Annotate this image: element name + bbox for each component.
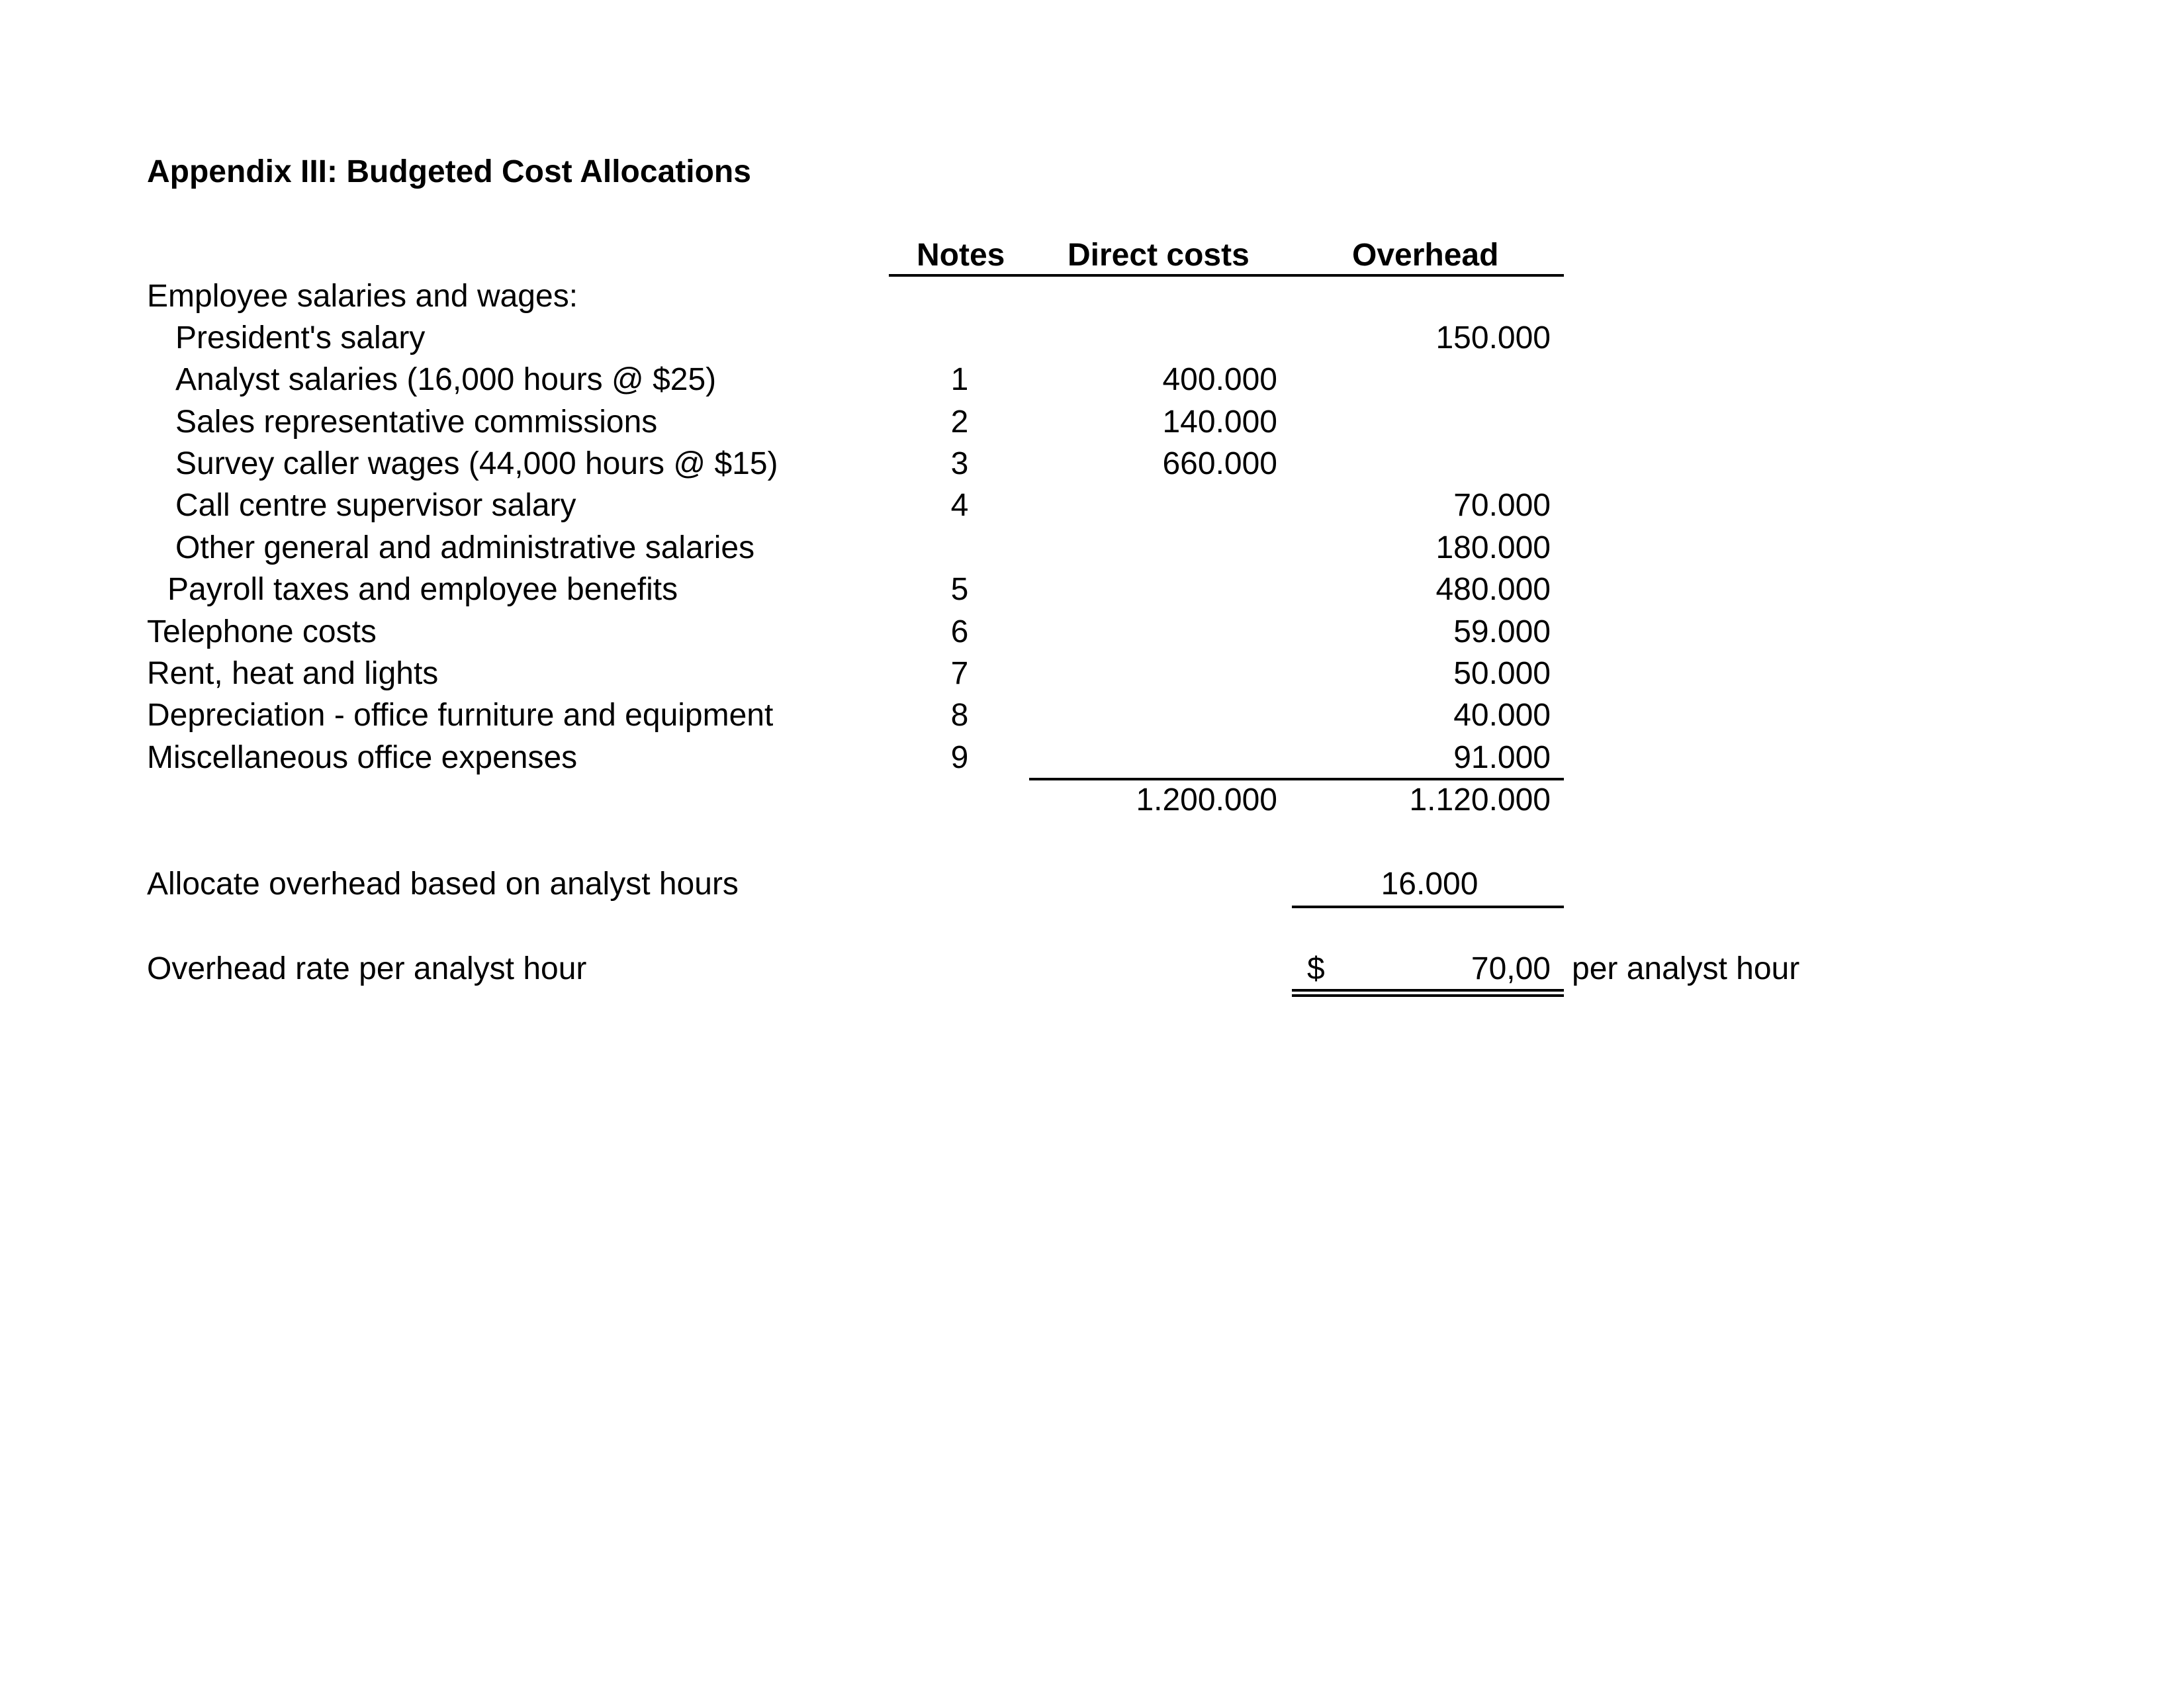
row-overhead: 180.000 [1435,530,1551,565]
allocation-label: Allocate overhead based on analyst hours [147,867,739,902]
row-note: 1 [950,362,969,397]
allocation-row [0,863,2184,906]
overhead-rate-label: Overhead rate per analyst hour [147,951,587,986]
row-label: Call centre supervisor salary [175,488,576,523]
table-row [0,317,2184,359]
total-overhead: 1.120.000 [1409,782,1551,818]
row-note: 7 [950,656,969,691]
total-direct-costs: 1.200.000 [1136,782,1277,818]
column-header-notes: Notes [917,238,1005,273]
table-row [0,653,2184,695]
row-label: Miscellaneous office expenses [147,740,578,775]
table-row [0,569,2184,611]
table-row [0,527,2184,569]
row-label: Employee salaries and wages: [147,279,578,314]
row-label: Survey caller wages (44,000 hours @ $15) [175,446,778,481]
table-row [0,275,2184,318]
table-row [0,611,2184,653]
row-note: 2 [950,404,969,440]
totals-row [0,779,2184,821]
overhead-rate-value: 70,00 [1471,951,1551,986]
row-note: 9 [950,740,969,775]
row-note: 3 [950,446,969,481]
column-header-overhead: Overhead [1352,238,1499,273]
overhead-rate-unit: per analyst hour [1572,951,1800,986]
row-label: President's salary [175,320,426,355]
row-direct-cost: 660.000 [1162,446,1277,481]
allocation-underline [1292,906,1564,908]
column-header-direct-costs: Direct costs [1068,238,1250,273]
row-direct-cost: 400.000 [1162,362,1277,397]
row-overhead: 50.000 [1453,656,1551,691]
row-overhead: 480.000 [1435,572,1551,607]
row-label: Rent, heat and lights [147,656,439,691]
row-label: Sales representative commissions [175,404,658,440]
row-overhead: 91.000 [1453,740,1551,775]
row-overhead: 40.000 [1453,698,1551,733]
row-label: Telephone costs [147,614,377,649]
table-row [0,401,2184,444]
table-row [0,359,2184,401]
row-overhead: 150.000 [1435,320,1551,355]
page-title: Appendix III: Budgeted Cost Allocations [147,154,751,189]
row-label: Analyst salaries (16,000 hours @ $25) [175,362,717,397]
row-note: 5 [950,572,969,607]
table-row [0,694,2184,737]
rate-double-underline-bottom [1292,994,1564,997]
allocation-base-value: 16.000 [1381,867,1479,902]
table-row [0,737,2184,779]
row-direct-cost: 140.000 [1162,404,1277,440]
overhead-rate-row [0,948,2184,990]
row-note: 8 [950,698,969,733]
row-note: 4 [950,488,969,523]
row-note: 6 [950,614,969,649]
row-label: Payroll taxes and employee benefits [167,572,678,607]
row-overhead: 70.000 [1453,488,1551,523]
table-row [0,485,2184,527]
currency-symbol: $ [1307,951,1325,986]
row-label: Depreciation - office furniture and equipment [147,698,774,733]
row-label: Other general and administrative salaries [175,530,755,565]
rate-double-underline-top [1292,989,1564,992]
row-overhead: 59.000 [1453,614,1551,649]
table-row [0,443,2184,485]
